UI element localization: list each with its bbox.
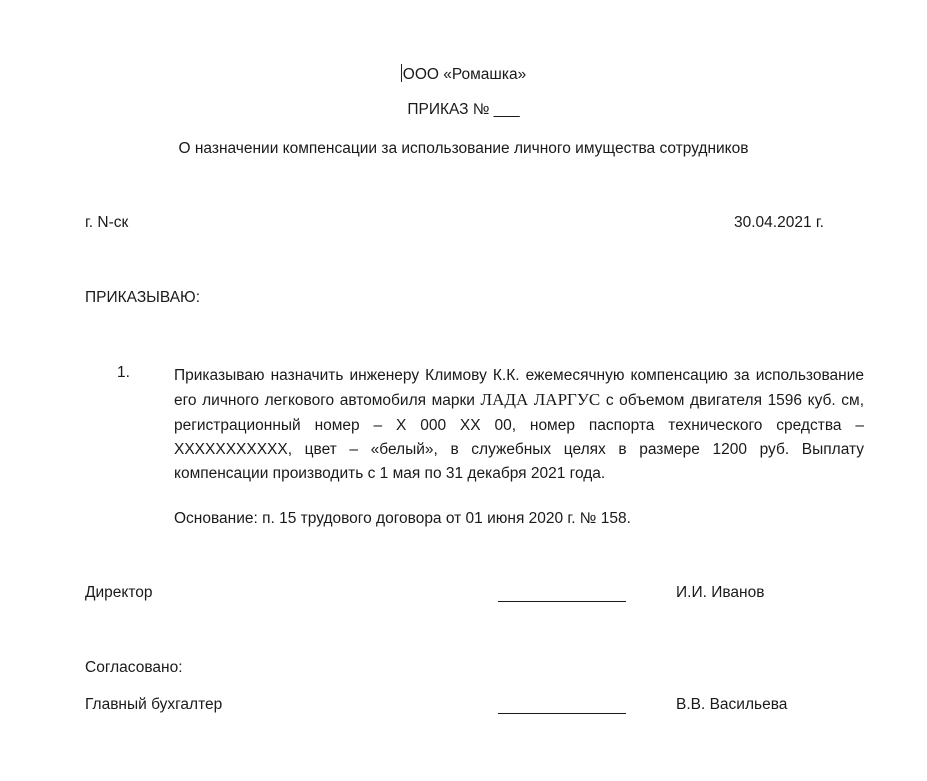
director-title: Директор	[85, 584, 153, 601]
accountant-name: В.В. Васильева	[676, 696, 788, 713]
accountant-signature-line	[498, 713, 626, 714]
organization-name: ООО «Ромашка»	[402, 66, 527, 83]
order-subject: О назначении компенсации за использование личного имущества сотрудников	[178, 140, 749, 157]
item-number: 1.	[117, 364, 130, 381]
order-date: 30.04.2021 г.	[734, 214, 824, 231]
agreed-label: Согласовано:	[85, 659, 183, 676]
director-name: И.И. Иванов	[676, 584, 765, 601]
item-text-part1: Приказываю назначить инженеру Климову К.К. ежемесячную компенсацию за использование его личного легкового автомобиля марки	[174, 367, 864, 410]
order-title: ПРИКАЗ № ___	[407, 101, 520, 118]
order-word: ПРИКАЗЫВАЮ:	[85, 289, 201, 306]
item-text	[174, 364, 864, 486]
city: г. N-ск	[85, 214, 129, 231]
organization-line	[0, 64, 927, 84]
text-cursor	[401, 64, 402, 82]
director-signature-line	[498, 601, 626, 602]
item-text-part2: с объемом двигателя 1596 куб. см, регистрационный номер – Х 000 ХХ 00, номер паспорта технического средства – ХХХХХХХХХХХ, цвет – «белый», в служебных целях в размере 1200 руб. Выплату компенсации производить с 1 мая по 31 декабря 2021 года.	[174, 392, 864, 483]
item-basis: Основание: п. 15 трудового договора от 01 июня 2020 г. № 158.	[174, 510, 631, 527]
accountant-title: Главный бухгалтер	[85, 696, 223, 713]
car-model: ЛАДА ЛАРГУС	[480, 390, 601, 410]
